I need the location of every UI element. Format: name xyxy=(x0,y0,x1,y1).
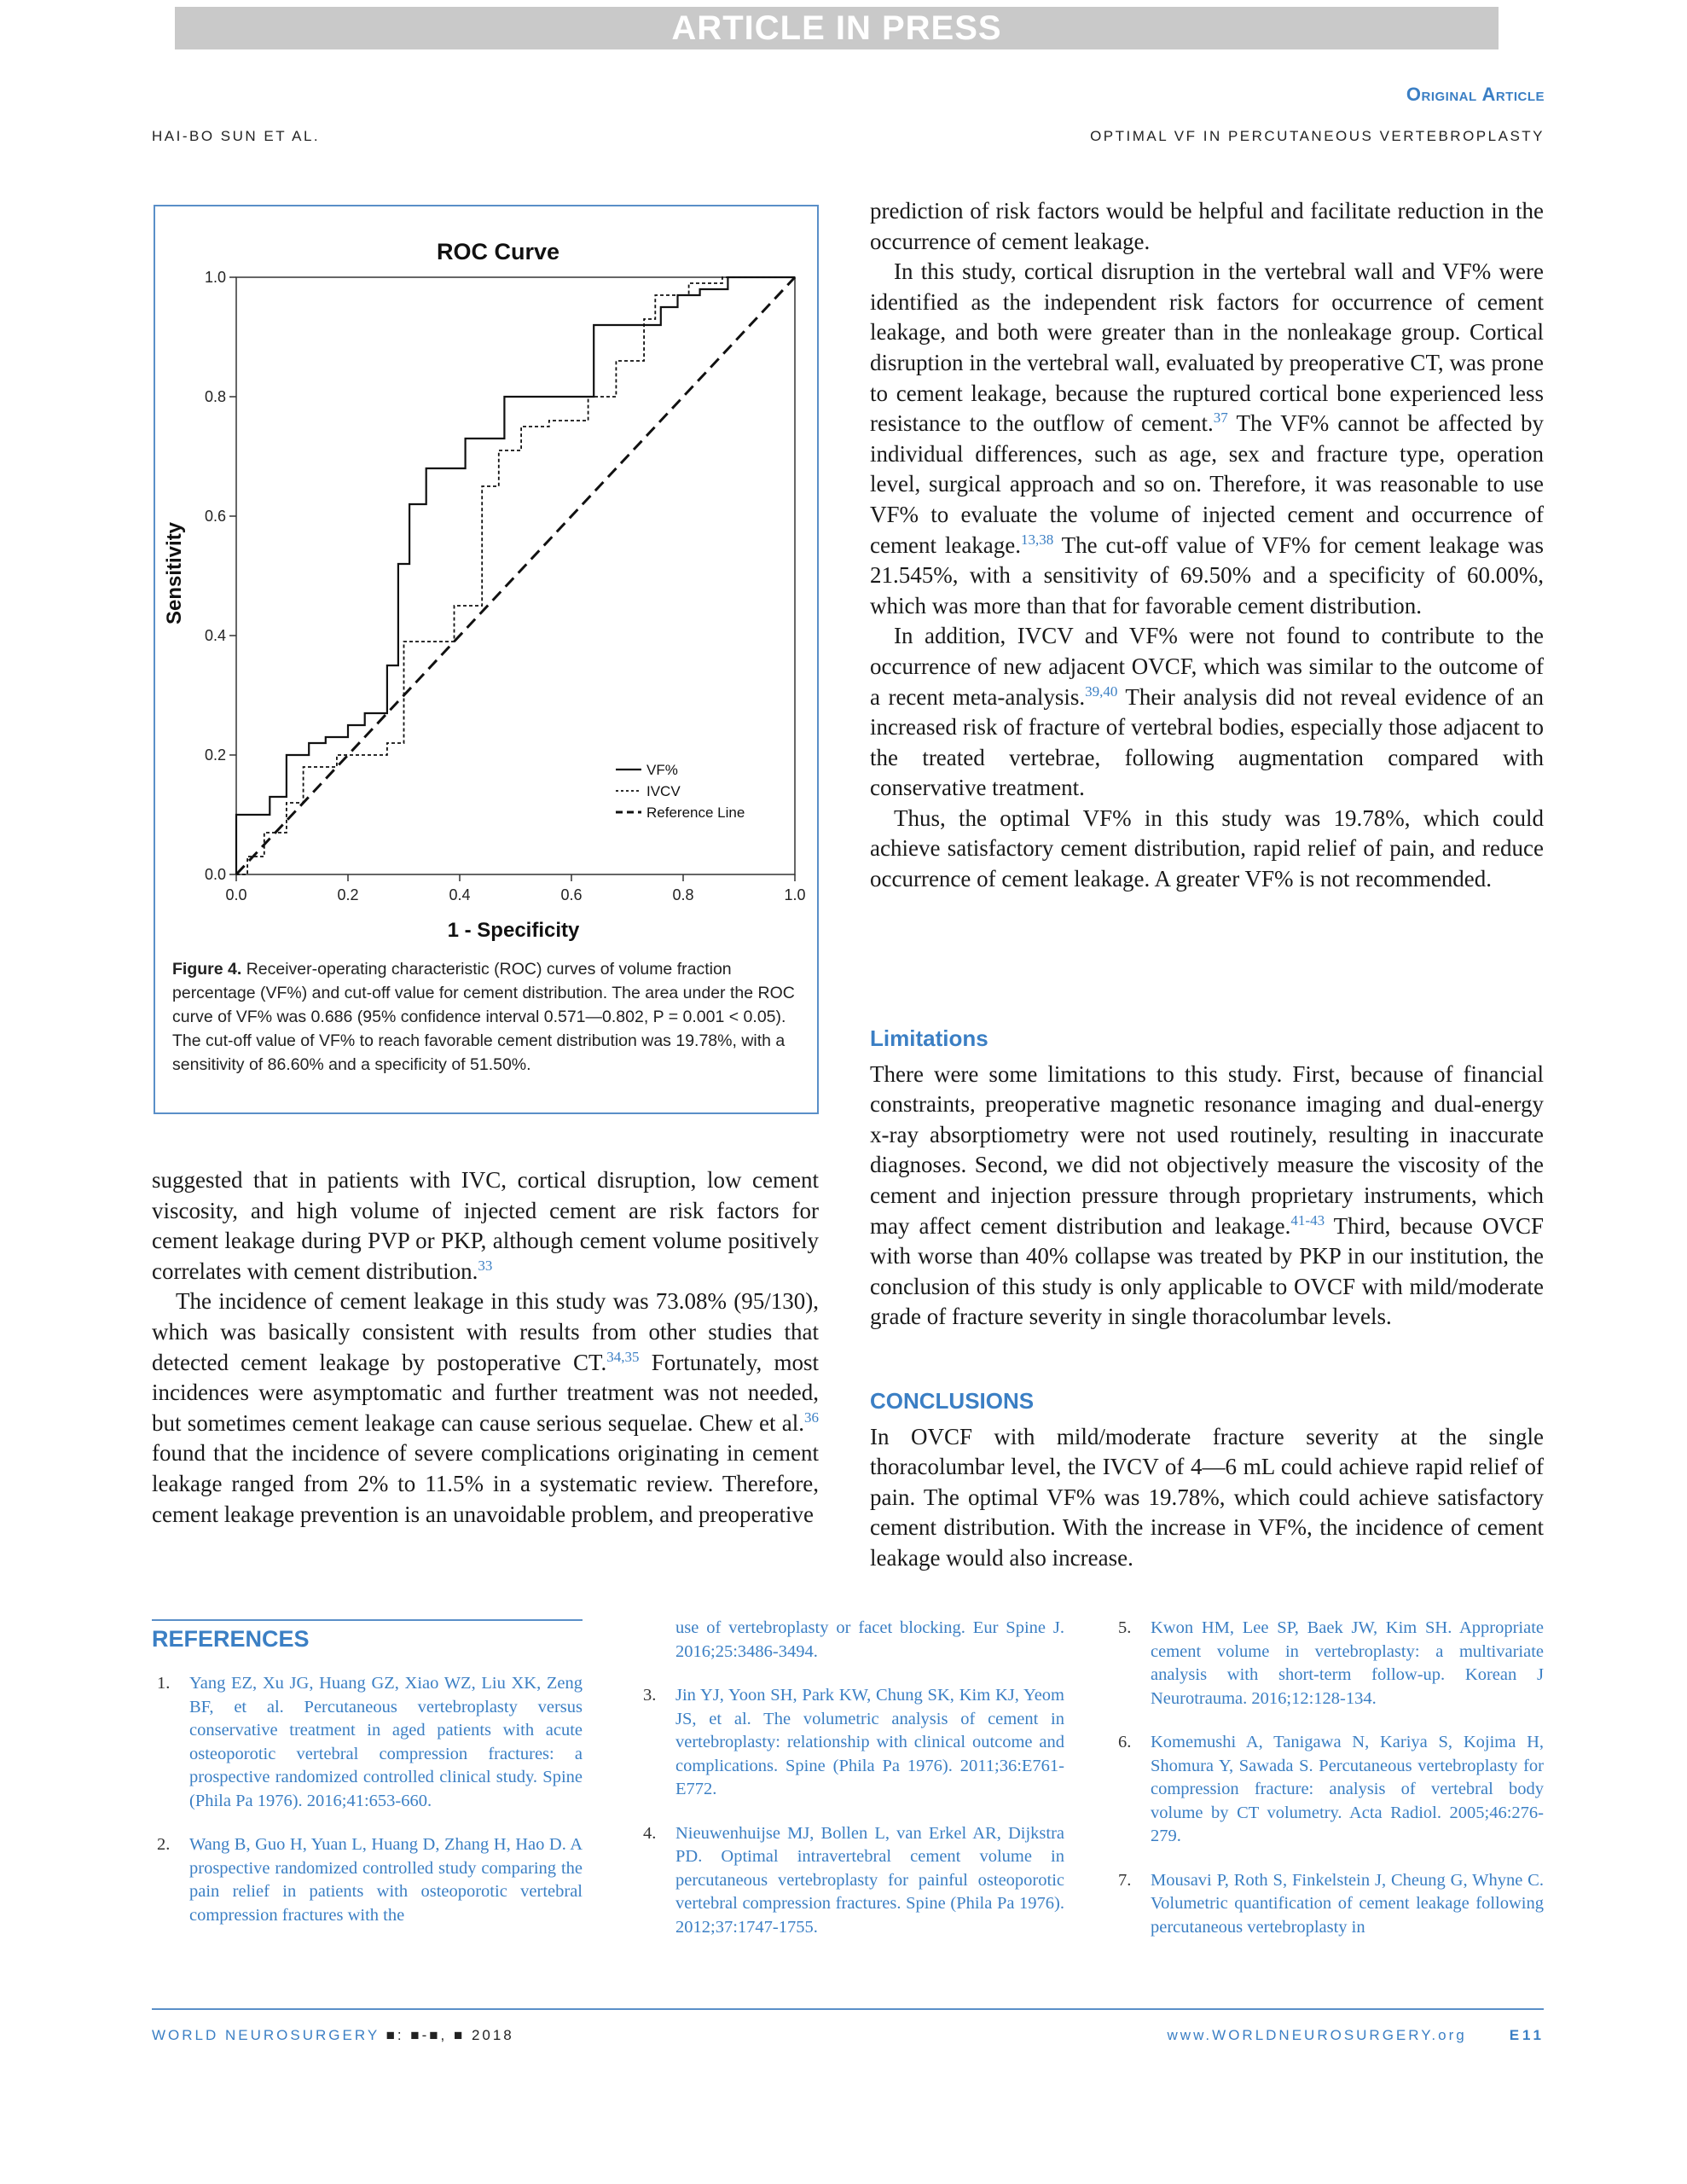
reference-item[interactable] xyxy=(1113,1731,1544,1849)
reference-text: Mousavi P, Roth S, Finkelstein J, Cheung G, Whyne C. Volumetric quantification of cement leakage following percutaneous vertebroplasty in xyxy=(1151,1870,1544,1937)
reference-number: 2. xyxy=(157,1835,171,1854)
reference-item[interactable] xyxy=(638,1617,1064,1664)
y-tick-label: 0.4 xyxy=(204,627,226,644)
references-heading: REFERENCES xyxy=(152,1626,310,1652)
footer-rule xyxy=(152,2008,1544,2010)
left-paragraph-2b: Fortunately, most incidences were asymptomatic and further treatment was not needed, but sometimes cement leakage can cause serious sequelae. Chew et al. xyxy=(152,1349,819,1436)
x-tick-label: 1.0 xyxy=(784,886,806,903)
limitations-text-a: There were some limitations to this study. First, because of financial constraints, preoperative magnetic resonance imaging and dual-energy x-ray absorptiometry were not used routinely, resulting in inaccurate diagnoses. Second, we did not objectively measure the viscosity of the cement and injection pressure through proprietary instruments, which may affect cement distribution and leakage. xyxy=(870,1060,1544,1239)
reference-item[interactable] xyxy=(1113,1617,1544,1711)
legend-label: IVCV xyxy=(646,783,681,799)
y-tick-label: 0.8 xyxy=(204,388,226,405)
right-paragraph-3a: In addition, IVCV and VF% were not found to contribute to the occurrence of new adjacent OVCF, which was similar to the outcome of a recent meta-analysis. xyxy=(870,623,1544,710)
reference-number: 1. xyxy=(157,1674,171,1693)
citation-link[interactable]: 41-43 xyxy=(1290,1211,1325,1228)
x-tick-label: 0.2 xyxy=(337,886,359,903)
roc-chart xyxy=(155,206,817,949)
legend-label: VF% xyxy=(646,762,678,778)
y-tick-label: 0.6 xyxy=(204,508,226,525)
figure-4 xyxy=(154,205,819,1114)
reference-text: use of vertebroplasty or facet blocking. Eur Spine J. 2016;25:3486-3494. xyxy=(675,1618,1064,1661)
legend xyxy=(616,762,745,821)
caption-label: Figure 4. xyxy=(172,960,242,979)
right-paragraph-2b: The VF% cannot be affected by individual differences, such as age, sex and fracture type, operation level, surgical approach and so on. Therefore, it was reasonable to use VF% to evaluate the volume of injected cement and occurrence of cement leakage. xyxy=(870,410,1544,558)
reference-text: Yang EZ, Xu JG, Huang GZ, Xiao WZ, Liu XK, Zeng BF, et al. Percutaneous vertebroplasty versus conservative treatment in aged patients with acute osteoporotic vertebral compression fractures: a prospective randomized controlled clinical study. Spine (Phila Pa 1976). 2016;41:653-660. xyxy=(189,1674,583,1810)
y-tick-label: 1.0 xyxy=(204,269,226,286)
x-tick-label: 0.0 xyxy=(225,886,247,903)
footer-url xyxy=(1168,2027,1545,2044)
citation-link[interactable]: 39,40 xyxy=(1085,682,1118,700)
reference-text: Komemushi A, Tanigawa N, Kariya S, Kojima H, Shomura Y, Sawada S. Percutaneous vertebroplasty for compression fracture: analysis of vertebral body volume by CT volumetry. Acta Radiol. 2005;46:276-279. xyxy=(1151,1733,1544,1845)
caption-text: Receiver-operating characteristic (ROC) curves of volume fraction percentage (VF%) and cut-off value for cement distribution. The area under the ROC curve of VF% was 0.686 (95% confidence interval 0.571—0.802, P = 0.001 < 0.05). The cut-off value of VF% to reach favorable cement distribution was 19.78%, with a sensitivity of 86.60% and a specificity of 51.50%. xyxy=(172,960,795,1074)
running-head-authors: HAI-BO SUN ET AL. xyxy=(152,128,321,144)
y-axis-label: Sensitivity xyxy=(163,521,186,625)
left-paragraph-1: suggested that in patients with IVC, cortical disruption, low cement viscosity, and high volume of injected cement are risk factors for cement leakage during PVP or PKP, although cement volume positively correlates with cement distribution. xyxy=(152,1167,819,1284)
limitations-heading: Limitations xyxy=(870,1025,988,1051)
conclusions-section xyxy=(870,1386,1544,1574)
left-paragraph-2a: The incidence of cement leakage in this study was 73.08% (95/130), which was basically consistent with results from other studies that detected cement leakage by postoperative CT. xyxy=(152,1288,819,1375)
right-paragraph-3b: Their analysis did not reveal evidence of an increased risk of fracture of vertebral bodies, especially those adjacent to the treated vertebrae, following augmentation compared with conservative treatment. xyxy=(870,683,1544,801)
right-paragraph-2c: The cut-off value of VF% for cement leakage was 21.545%, with a sensitivity of 69.50% and a specificity of 60.00%, which was more than that for favorable cement distribution. xyxy=(870,531,1544,619)
limitations-section xyxy=(870,1024,1544,1333)
chart-title: ROC Curve xyxy=(436,239,560,264)
conclusions-text: In OVCF with mild/moderate fracture severity at the single thoracolumbar level, the IVCV of 4—6 mL could achieve rapid relief of pain. The optimal VF% was 19.78%, which could achieve satisfactory cement distribution. With the increase in VF%, the incidence of cement leakage would also increase. xyxy=(870,1423,1544,1571)
reference-number: 7. xyxy=(1118,1870,1132,1890)
figure-caption xyxy=(172,957,803,1077)
reference-number: 5. xyxy=(1118,1618,1132,1637)
x-axis-label: 1 - Specificity xyxy=(447,919,580,942)
x-tick-label: 0.6 xyxy=(560,886,583,903)
citation-link[interactable]: 33 xyxy=(478,1257,493,1274)
reference-number: 4. xyxy=(643,1823,657,1843)
x-tick-label: 0.4 xyxy=(449,886,471,903)
references-rule xyxy=(152,1619,583,1621)
series-lines xyxy=(236,277,795,874)
right-paragraph-1: prediction of risk factors would be helpful and facilitate reduction in the occurrence of cement leakage. xyxy=(870,198,1544,254)
citation-link[interactable]: 36 xyxy=(804,1409,819,1426)
reference-text: Kwon HM, Lee SP, Baek JW, Kim SH. Appropriate cement volume in vertebroplasty: a multivariate analysis with short-term follow-up. Korean J Neurotrauma. 2016;12:128-134. xyxy=(1151,1618,1544,1708)
running-head-title: OPTIMAL VF IN PERCUTANEOUS VERTEBROPLASTY xyxy=(1090,128,1545,144)
right-column-discussion xyxy=(870,196,1544,895)
reference-number: 3. xyxy=(643,1686,657,1705)
limitations-text-b: Third, because OVCF with worse than 40% collapse was treated by PKP in our institution, the conclusion of this study is only applicable to OVCF with mild/moderate grade of fracture severity in single thoracolumbar levels. xyxy=(870,1212,1544,1330)
references-column-2 xyxy=(638,1617,1064,1960)
journal-name: WORLD NEUROSURGERY xyxy=(152,2027,380,2043)
left-paragraph-2c: found that the incidence of severe complications originating in cement leakage ranged from 2% to 11.5% in a systematic review. Therefore, cement leakage prevention is an unavoidable problem, and preoperative xyxy=(152,1440,819,1527)
conclusions-heading: CONCLUSIONS xyxy=(870,1388,1035,1414)
x-tick-label: 0.8 xyxy=(672,886,694,903)
references-column-3 xyxy=(1113,1617,1544,1960)
section-tag: Original Article xyxy=(1406,84,1545,105)
y-tick-label: 0.0 xyxy=(204,866,226,883)
reference-item[interactable] xyxy=(638,1684,1064,1802)
reference-text: Nieuwenhuijse MJ, Bollen L, van Erkel AR, Dijkstra PD. Optimal intravertebral cement volume in percutaneous vertebroplasty for painful osteoporotic vertebral compression fractures. Spine (Phila Pa 1976). 2012;37:1747-1755. xyxy=(675,1823,1064,1937)
reference-text: Wang B, Guo H, Yuan L, Huang D, Zhang H, Hao D. A prospective randomized controlled study comparing the pain relief in patients with osteoporotic vertebral compression fractures with the xyxy=(189,1835,583,1925)
page-number: E11 xyxy=(1509,2027,1545,2043)
y-tick-label: 0.2 xyxy=(204,746,226,764)
legend-label: Reference Line xyxy=(646,804,745,821)
reference-item[interactable] xyxy=(152,1833,583,1927)
left-column-text xyxy=(152,1165,819,1530)
right-paragraph-2a: In this study, cortical disruption in the vertebral wall and VF% were identified as the independent risk factors for occurrence of cement leakage, and both were greater than in the nonleakage group. Cortical disruption in the vertebral wall, evaluated by preoperative CT, was prone to cement leakage, because the ruptured cortical bone experienced less resistance to the outflow of cement. xyxy=(870,258,1544,437)
citation-link[interactable]: 13,38 xyxy=(1021,531,1054,548)
footer-journal xyxy=(152,2027,514,2044)
reference-text: Jin YJ, Yoon SH, Park KW, Chung SK, Kim KJ, Yeom JS, et al. The volumetric analysis of cement in vertebroplasty: relationship with clinical outcome and complications. Spine (Phila Pa 1976). 2011;36:E761-E772. xyxy=(675,1686,1064,1798)
reference-number: 6. xyxy=(1118,1733,1132,1751)
series-line-reference-line xyxy=(236,277,795,874)
citation-link[interactable]: 34,35 xyxy=(606,1348,640,1365)
journal-url[interactable]: www.WORLDNEUROSURGERY.org xyxy=(1167,2027,1467,2043)
right-paragraph-4: Thus, the optimal VF% in this study was 19.78%, which could achieve satisfactory cement distribution, rapid relief of pain, and reduce occurrence of cement leakage. A greater VF% is not recommended. xyxy=(870,804,1544,892)
reference-item[interactable] xyxy=(1113,1869,1544,1940)
issue-info: ■: ■-■, ■ 2018 xyxy=(386,2027,514,2043)
reference-item[interactable] xyxy=(638,1822,1064,1940)
reference-item[interactable] xyxy=(152,1672,583,1813)
references-column-1 xyxy=(152,1672,583,1948)
citation-link[interactable]: 37 xyxy=(1213,410,1228,427)
article-in-press-banner: ARTICLE IN PRESS xyxy=(175,7,1499,49)
